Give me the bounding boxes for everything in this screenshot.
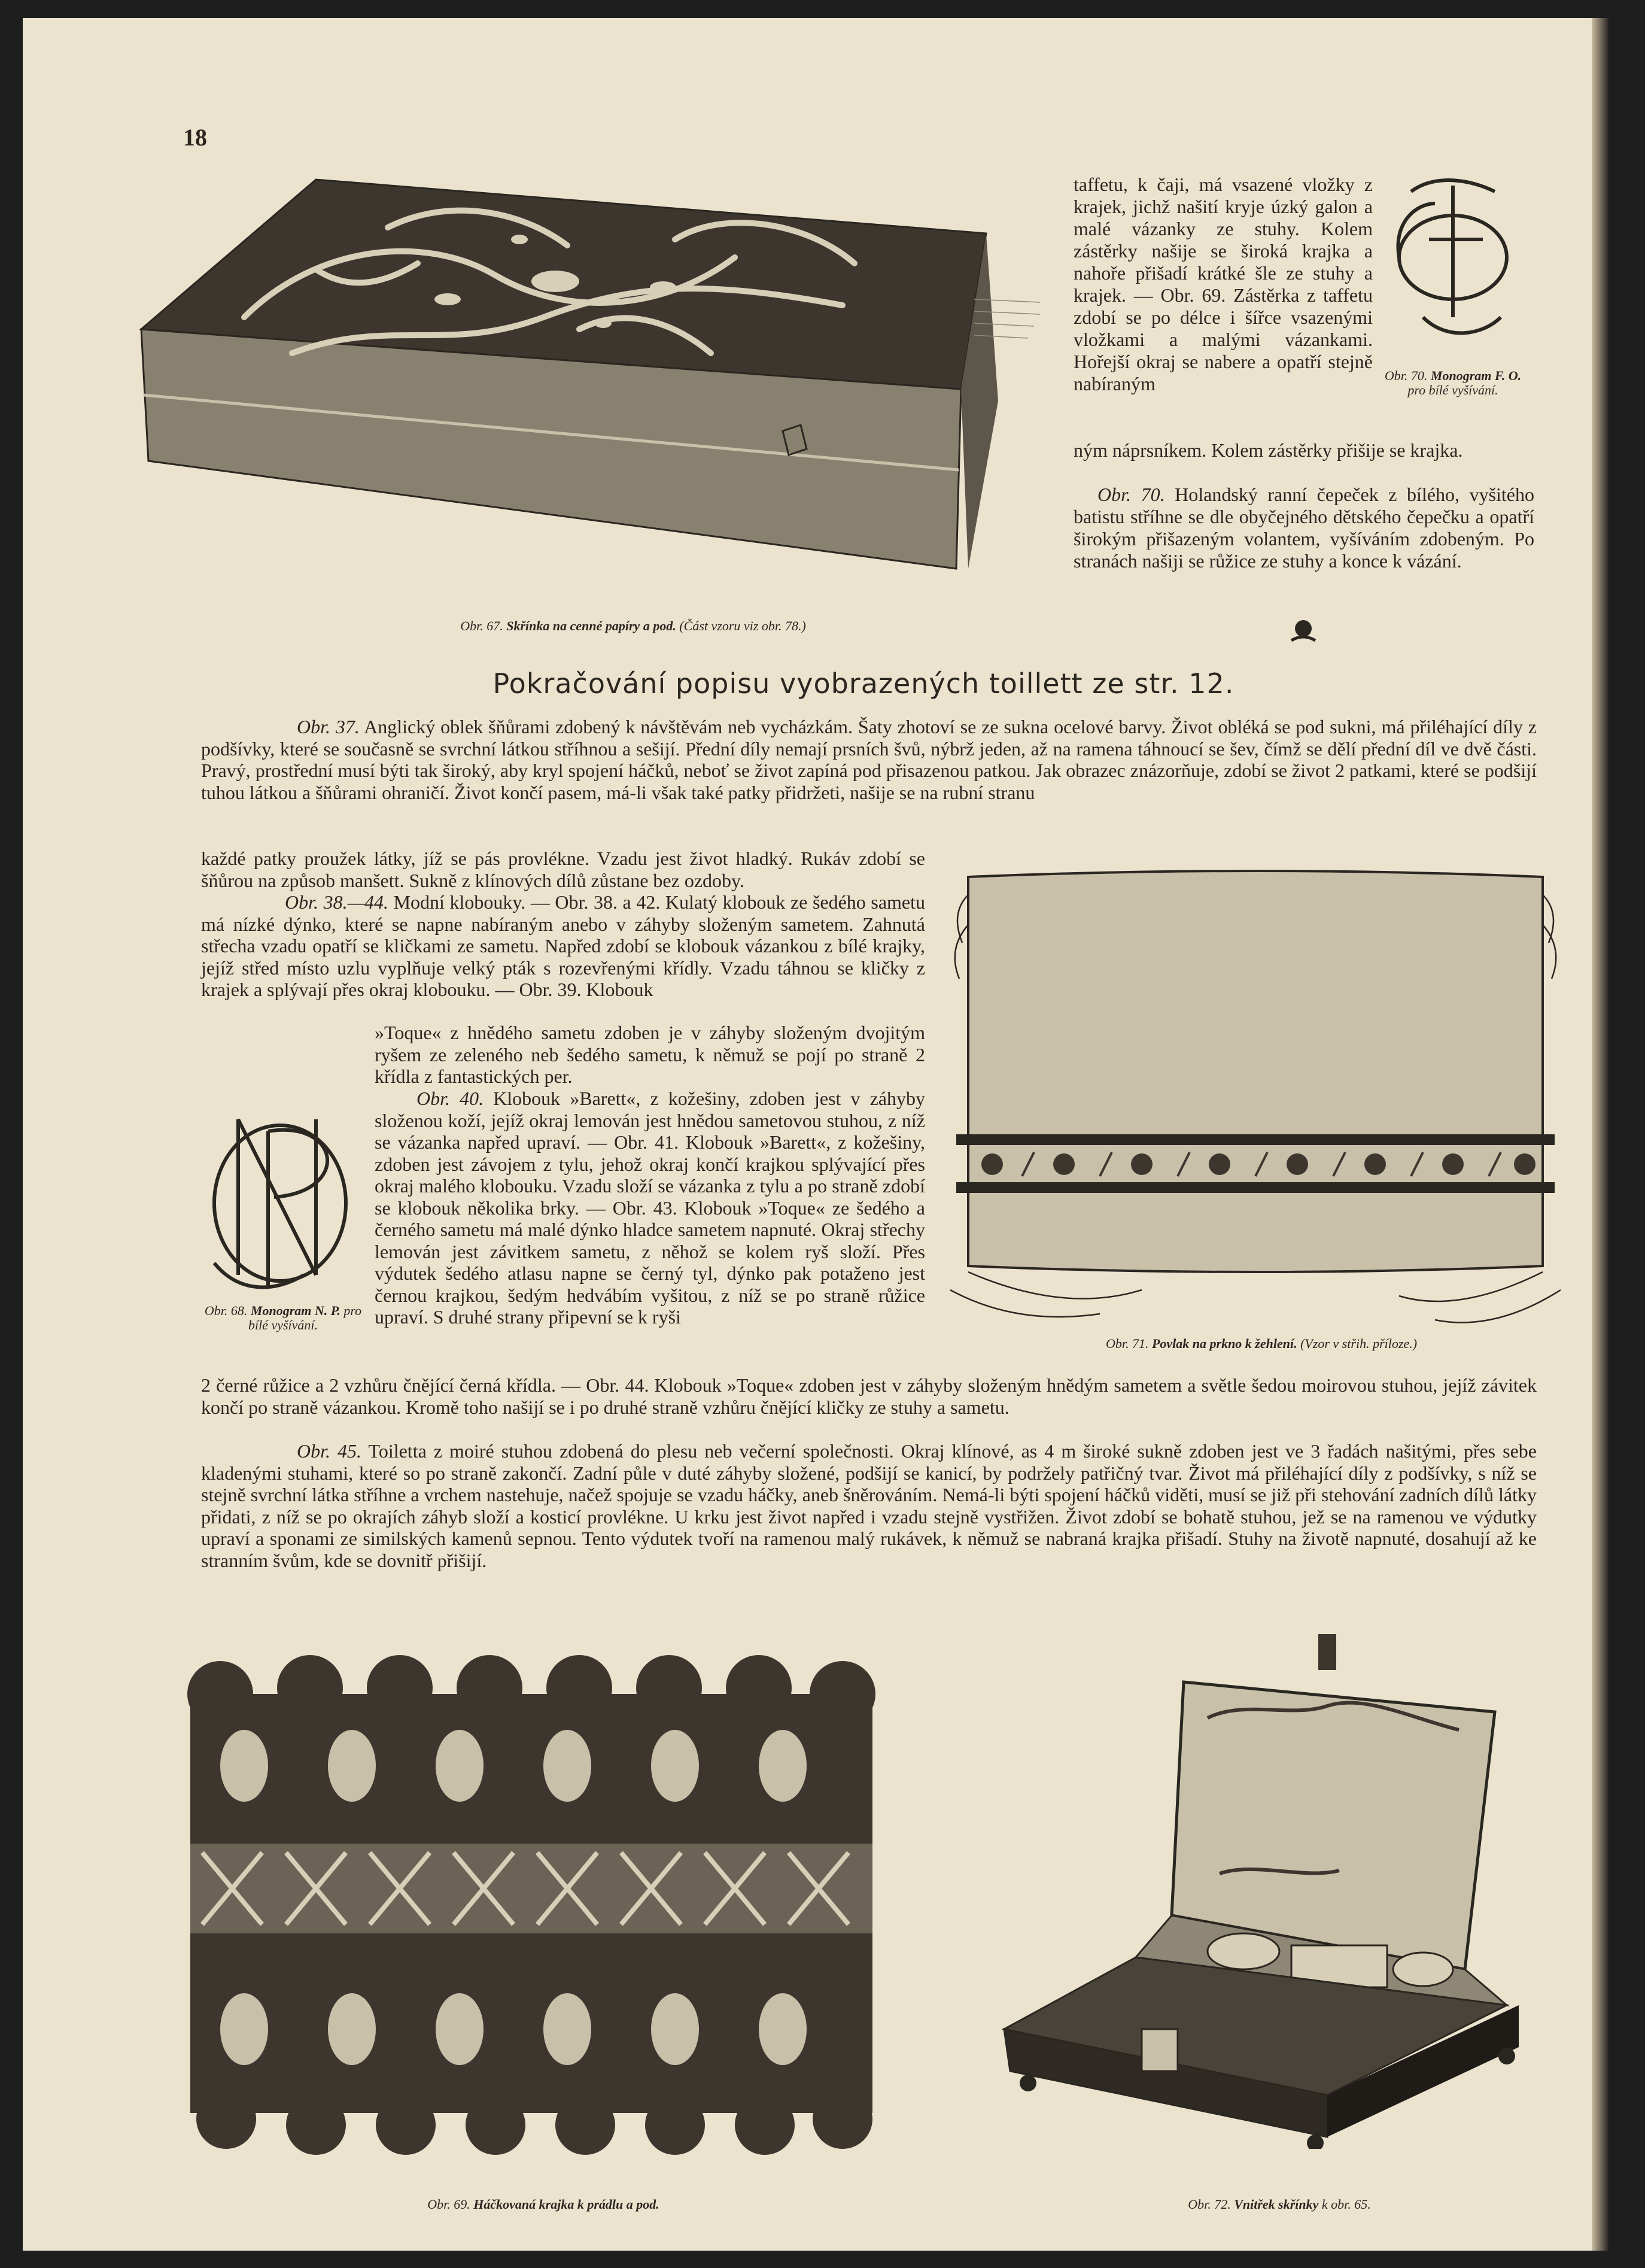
figure-72-illustration — [992, 1634, 1531, 2149]
figure-69-number: Obr. 69. — [427, 2197, 470, 2212]
paragraph-obr-37-lead: Obr. 37. — [297, 716, 360, 737]
paragraph-obr-37-continuation: každé patky proužek látky, jíž se pás provlékne. Vzadu jest život hladký. Rukáv zdobí se šňůrou na způsob manšett. Sukně z klínových dílů zůstane bez ozdoby. — [201, 848, 925, 891]
paragraph-obr-70 — [1074, 484, 1534, 572]
figure-72-number: Obr. 72. — [1188, 2197, 1231, 2212]
section-heading: Pokračování popisu vyobrazených toillett ze str. 12. — [492, 667, 1234, 700]
magazine-page — [23, 18, 1608, 2251]
paragraph-obr-44: 2 černé růžice a 2 vzhůru čnějící černá křídla. — Obr. 44. Klobouk »Toque« zdoben jest v záhyby složeným hnědým sametem a světle šedou moirovou stuhou, jejíž závitek končí po straně vázankou. Kromě toho našijí se i po druhé straně vzhůru čnějící kličky ze stuhy a sametu. — [201, 1374, 1537, 1418]
figure-72-caption — [1100, 2197, 1459, 2212]
figure-69-caption — [298, 2197, 789, 2212]
figure-72-rest: k obr. 65. — [1321, 2197, 1371, 2212]
figure-68-number: Obr. 68. — [204, 1303, 248, 1318]
page-gutter-shadow — [1592, 18, 1608, 2251]
paragraph-obr-39-narrow: »Toque« z hnědého sametu zdoben je v záhyby složeným dvojitým ryšem ze zeleného neb šedého sametu, k němuž se pojí po straně 2 křídla z fantastických per. — [375, 1022, 925, 1087]
figure-69-illustration — [178, 1646, 884, 2161]
figure-68-monogram — [202, 1095, 358, 1299]
figure-68-caption — [196, 1304, 370, 1332]
page-number: 18 — [183, 124, 207, 151]
flower-ornament-icon — [1285, 617, 1321, 646]
paragraph-obr-40-text: Klobouk »Barett«, z kožešiny, zdoben jest v záhyby složenou koží, jejíž okraj lemován jest hnědou sametovou stuhou, z níž se vázanka napřed upraví. — Obr. 41. Klobouk »Barett«, z kožešiny, zdoben jest závojem z tylu, jehož okraj končí krajkou splývající přes okraj malého klobouku. Vzadu složí se vázanka z tylu a po straně zdobí se klobouk několika brky. — Obr. 43. Klobouk »Toque« ze šedého a černého sametu má malé dýnko hladce sametem napnuté. Okraj střechy lemován jest závitkem sametu, z něhož se kolem ryš složí. Přes výdutek šedého atlasu napne se černý tyl, dýnko pak potaženo jest černou krajkou, šedým hedvábím vyšitou, z níž se po straně růžice upraví. S druhé strany připevní se k ryši — [375, 1088, 926, 1328]
figure-67-note: (Část vzoru viz obr. 78.) — [679, 618, 806, 633]
column-top-right-wide: ným náprsníkem. Kolem zástěrky přišije se krajka. — [1074, 439, 1463, 461]
figure-71-number: Obr. 71. — [1105, 1336, 1149, 1351]
paragraph-obr-70-lead: Obr. 70. — [1097, 484, 1165, 505]
paragraph-obr-45-text: Toiletta z moiré stuhou zdobená do plesu neb večerní společnosti. Okraj klínové, as 4 m široké sukně zdoben jest ve 3 řadách našitými, přes sebe kladenými stuhami, které so po straně zakončí. Zadní půle v duté záhyby složené, podšijí se kanicí, by podržely patřičný tvar. Život má přiléhající díly z podšívky, s níž se stejně svrchní látka stříhne a vrchem nastehuje, načež spojuje se vzadu háčky, aneb šněrováním. Nemá-li býti spojení háčků viděti, musí se již při stehování zadních dílů látky přidati, z níž se po okrajích záhyb složí a kosticí provlékne. U krku jest život napřed i vzadu stejně vystřižen. Život zdobí se bohatě stuhou, jež se na ramenou ve výdutky upraví a sponami ze similských kamenů sepnou. Tento výdutek tvoří na ramenou malý rukávek, k němuž se nabraná krajka přišadí. Stuhy na životě napnuté, dosahují až ke stranním švům, kde se dovnitř přišijí. — [201, 1440, 1537, 1571]
paragraph-obr-40-lead: Obr. 40. — [416, 1088, 484, 1109]
figure-71-note: (Vzor v střih. příloze.) — [1300, 1336, 1418, 1351]
paragraph-obr-38-text: Modní klobouky. — Obr. 38. a 42. Kulatý klobouk ze šedého sametu má nízké dýnko, které se napne nabíraným anebo v záhyby složeným sametem. Zahnutá střecha vzadu opatří se kličkami ze sametu. Napřed zdobí se klobouk vázankou z bílé krajky, jejíž střed místo uzlu vyplňuje velký pták s rozevřenými křídly. Vzadu táhnou se kličky z krajek a splývají přes okraj klobouku. — Obr. 39. Klobouk — [201, 891, 926, 1000]
figure-68-rest: pro bílé vyšívání. — [248, 1303, 362, 1332]
paragraph-obr-70-text: Holandský ranní čepeček z bílého, vyšitého batistu stříhne se dle obyčejného dětského čepečku a opatří širokým přišazeným volantem, vyšíváním zdobeným. Po stranách našiji se růžice ze stuhy a konce k vázání. — [1074, 484, 1534, 572]
paragraph-obr-40-43 — [375, 1088, 925, 1328]
figure-69-title: Háčkovaná krajka k prádlu a pod. — [473, 2197, 659, 2212]
figure-71-illustration — [944, 859, 1567, 1344]
paragraph-obr-38-lead: Obr. 38.—44. — [285, 891, 389, 913]
paragraph-obr-37-text: Anglický oblek šňůrami zdobený k návštěvám neb vycházkám. Šaty zhotoví se ze sukna ocelové barvy. Život obléká se pod sukni, má přiléhající díly z podšívky, které se současně se svrchní látkou stříhnou a sešijí. Přední díly nemají prsních švů, nýbrž jeden, až na ramena táhnoucí se šev, čímž se dělí přední díl ve dvě části. Pravý, prostřední musí býti tak široký, aby kryl spojení háčků, neboť se život zapíná pod přisazenou patkou. Jak obrazec znázorňuje, zdobí se život 2 patkami, které se podšijí tuhou látkou a šňůrami ohraničí. Život končí pasem, má-li však také patky přidržeti, našije se na rubní stranu — [201, 716, 1537, 803]
figure-71-caption — [962, 1336, 1561, 1352]
paragraph-obr-45-lead: Obr. 45. — [297, 1440, 362, 1462]
figure-70-monogram — [1381, 168, 1525, 353]
figure-68-title: Monogram N. P. — [250, 1303, 340, 1318]
paragraph-obr-45 — [201, 1440, 1537, 1571]
figure-70-caption — [1375, 369, 1531, 397]
paragraph-obr-37 — [201, 716, 1537, 803]
figure-67-title: Skřínka na cenné papíry a pod. — [506, 618, 676, 633]
figure-70-title: Monogram F. O. — [1430, 368, 1522, 383]
figure-67-number: Obr. 67. — [460, 618, 503, 633]
paragraph-obr-38-44 — [201, 891, 925, 1001]
figure-70-rest: pro bílé vyšívání. — [1407, 382, 1498, 397]
figure-70-number: Obr. 70. — [1384, 368, 1428, 383]
figure-72-title: Vnitřek skřínky — [1234, 2197, 1319, 2212]
figure-67-caption — [346, 618, 920, 634]
figure-67-illustration — [136, 174, 1046, 605]
column-top-right-narrow: taffetu, k čaji, má vsazené vložky z krajek, jichž našití kryje úzký galon a malé vázanky ze stuhy. Kolem zástěrky našije se široká krajka a nahoře přišadí krátké šle ze stuhy a krajek. — Obr. 69. Zástěrka z taffetu zdobí se po délce i šířce vsazenými vložkami a malými vázankami. Hořejší okraj se nabere a opatří stejně nabíraným — [1074, 174, 1373, 394]
figure-71-title: Povlak na prkno k žehlení. — [1151, 1336, 1297, 1351]
